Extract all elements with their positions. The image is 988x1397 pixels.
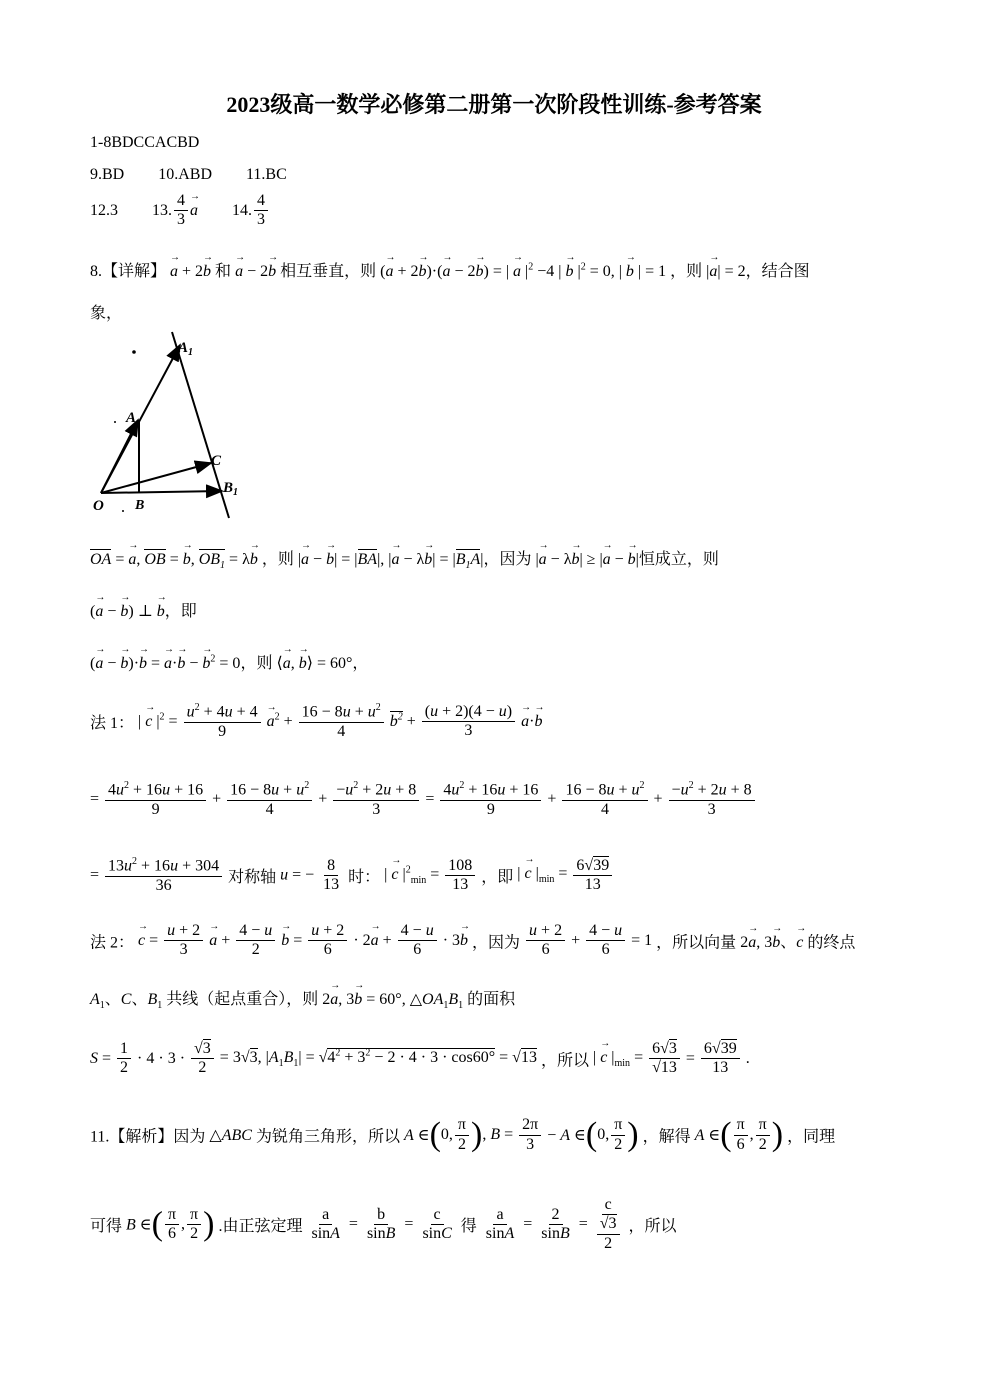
answer-14: 14. $\frac{4}{3}$ <box>232 202 270 219</box>
label-o: O <box>93 498 104 514</box>
vector-oa <box>101 420 138 493</box>
q8-method1-line-2: = $\frac{4u^2 + 16u + 16}{9}$ + $\frac{16 - 8u + u^2}{4}$ + $\frac{-u^2 + 2u + 8}{3}$ = $\frac{4u^2 + 16u + 16}{9}$ + $\frac{16 - 8u + u^2}{4}$ + $\frac{-u^2 + 2u + 8}{3}$ <box>90 780 757 819</box>
answer-10: 10.ABD <box>158 166 213 183</box>
answer-line-1-8: 1-8BDCCACBD <box>90 134 200 151</box>
answer-12: 12.3 <box>90 201 118 219</box>
q11-line-2: 可得 B ∈( $\frac{\pi}{6}$ , $\frac{\pi}{2}$ ) .由正弦定理 $\frac{a}{\sin A}$ = $\frac{b}{\sin B}$ = $\frac{c}{\sin C}$ 得 $\frac{a}{\sin A}$ = $\frac{2}{\sin B}$ = $\frac{c}{\frac{√3}{2}}$ ，所以 <box>90 1196 677 1252</box>
vector-ob1 <box>101 491 222 493</box>
answer-9: 9.BD <box>90 166 125 183</box>
vector-figure <box>90 328 250 524</box>
q8-line-5: (→ a − → b)·→ b = → a·→ b − → $b^2 = 0$，则 ⟨→ a, → b⟩ = 60°， <box>90 650 368 673</box>
label-a: A <box>126 410 137 426</box>
q8-method2-line-2: $A_1$、C、$B_1$ 共线（起点重合），则 2→ a, 3→ b = 60°, $\triangle OA_1B_1$ 的面积 <box>90 986 515 1011</box>
q8-line-4: (→ a − → b) ⊥ → b，即 <box>90 598 197 621</box>
answer-11: 11.BC <box>246 166 287 183</box>
label-c: C <box>211 453 222 469</box>
q11-line-1: 11.【解析】因为 △ABC 为锐角三角形，所以 A ∈(0, $\frac{\pi}{2}$ ), B = $\frac{2\pi}{3}$ − A ∈(0, $\frac{\pi}{2}$ ) ，解得 A ∈( $\frac{\pi}{6}$ , $\frac{\pi}{2}$ ) ，同理 <box>90 1116 836 1153</box>
label-a1: $A_1$ <box>178 340 194 358</box>
vector-oc <box>101 463 211 493</box>
label-b1: $B_1$ <box>223 480 239 498</box>
q8-method2-line-3: S = $\frac{1}{2}$ · 4 · 3 · $\frac{√3}{2}$ = 3√3, $|A_1B_1| = √4^2 + 3^2 - 2 \cdot 4 \cdot 3 \cdot \cos 60^\circ = √13$ ，所以 | → c $|_{min}$ = $\frac{6√3}{√13}$ = $\frac{6√39}{13}$ . <box>90 1040 750 1078</box>
answer-line-12-14 <box>90 192 270 230</box>
answer-line-9-11 <box>90 166 287 184</box>
page-title: 2023级高一数学必修第二册第一次阶段性训练-参考答案 <box>226 92 762 117</box>
q8-line-3: OA = → a, OB = → b, $OB_1 = \lambda\to b$ ，则 |→ a − → b| = |BA|, |→ $a - \lambda\to b| = |B_1A|$，因为 |→ a − λ→ b| ≥ |→ a − → b|恒成立，则 <box>90 546 719 571</box>
q8-line-2: 象， <box>90 305 123 322</box>
q8-method1-line-3: = $\frac{13u^2 + 16u + 304}{36}$ 对称轴 u = − $\frac{8}{13}$ 时： | → c $|^2_{min}$ = $\frac{108}{13}$ ，即 | → c $|_{min}$ = $\frac{6√39}{13}$ <box>90 856 614 895</box>
q8-method2-line-1: 法 2： → c = $\frac{u + 2}{3}$ → a + $\frac{4 - u}{2}$ → b = $\frac{u + 2}{6}$ · 2→ a + $\frac{4 - u}{6}$ · 3→ b ，因为 $\frac{u + 2}{6}$ + $\frac{4 - u}{6}$ = 1 ，所以向量 2→ a, 3→ b、→ c 的终点 <box>90 922 855 960</box>
label-b: B <box>135 498 145 513</box>
q8-method1-line-1: 法 1： | → c $|^2$ = $\frac{u^2 + 4u + 4}{9}$ → $a^2$ + $\frac{16 - 8u + u^2}{4}$ $b^2$ + $\frac{(u + 2)(4 - u)}{3}$ → a·→ b <box>90 702 542 741</box>
answer-13: 13. $\frac{4}{3}$ → a <box>152 202 198 219</box>
q8-line-1: 8.【详解】 → a + 2→ b 和 → a − 2→ b 相互垂直，则 (→ a + 2→ b)·(→ a − 2→ b) = | → a $|^2 -4$ | → b $|^2 = 0$, | → b | = 1 ，则 |→ a| = 2，结合图 <box>90 258 810 281</box>
